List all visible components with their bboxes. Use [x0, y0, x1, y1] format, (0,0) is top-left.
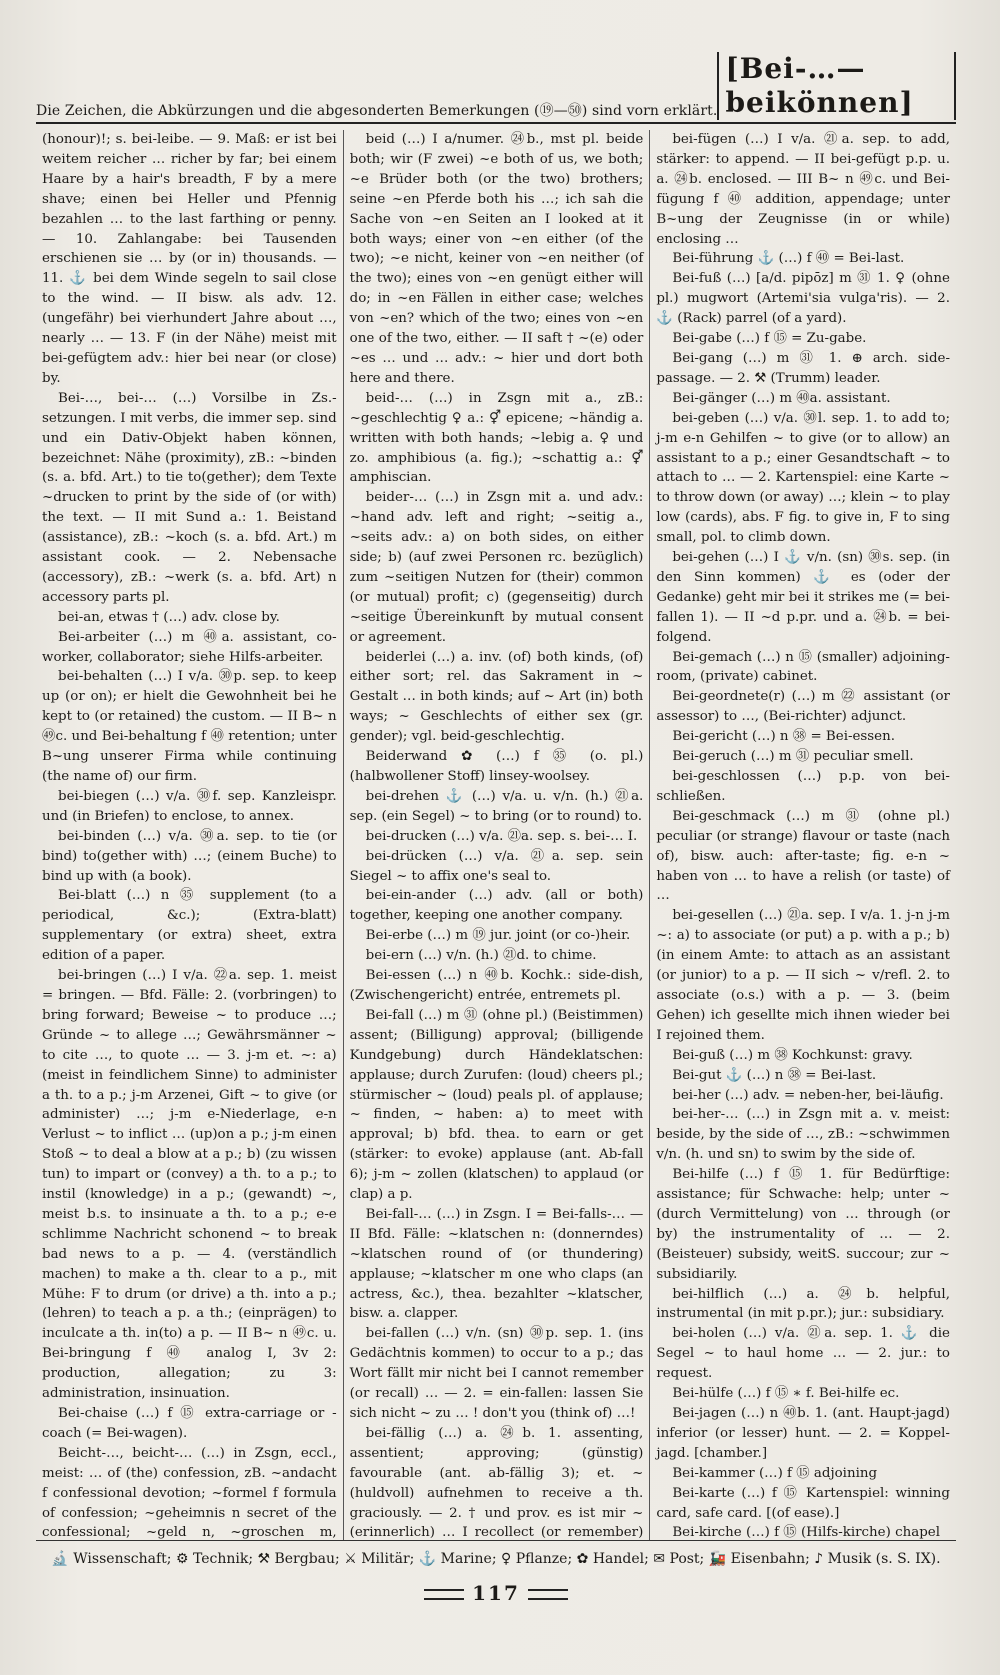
- dictionary-entry: beider-… (…) in Zsgn mit a. und adv.: ~hand adv. left and right; ~seitig a., ~seits adv.: a) on both sides, on either side; b) (auf zwei Personen rc. bezüglich) zum ~seitigen Nutzen for (their) common (or mutual) profit; c) (gegenseitig) durch ~seitige Übereinkunft by mutual consent or agreement.: [349, 490, 644, 645]
- page-header: [36, 52, 956, 124]
- dictionary-entry: Bei-fuß (…) [a/d. pipōz] m ㉛ 1. ♀ (ohne pl.) mugwort (Artemi'sia vulga'ris). — 2. ⚓ (Rack) parrel (of a yard).: [656, 271, 950, 327]
- dictionary-entry: bei-drücken (…) v/a. ㉑a. sep. sein Siegel ~ to affix one's seal to.: [349, 848, 644, 884]
- dictionary-entry: Beicht-…, beicht-… (…) in Zsgn, eccl., meist: … of (the) confession, zB. ~andacht f confessional devotion; ~formel f formula of confession; ~geheimnis n secret of the confessional; ~geld n, ~groschen m,: [42, 1445, 337, 1540]
- dictionary-entry: bei-fällig (…) a. ㉔b. 1. assenting, assentient; approving; (günstig) favourable (ant. ab-fällig 3); et. ~ (huldvoll) aufnehmen to receive a th. graciously. — 2. † und prov. es ist mir ~ (erinnerlich) … I recollect (or remember): [349, 1425, 644, 1540]
- dictionary-entry: Bei-führung ⚓ (…) f ㊵ = Bei-last.: [672, 251, 905, 267]
- dictionary-entry: bei-biegen (…) v/a. ㉚f. sep. Kanzleispr. und (in Briefen) to enclose, to annex.: [42, 788, 337, 824]
- dictionary-entry: beiderlei (…) a. inv. (of) both kinds, (of) either sort; rel. das Sakrament in ~ Gestalt … in both kinds; auf ~ Art (in) both ways; ~ Geschlechts of either sex (gr. gender); vgl. beid-geschlechtig.: [349, 649, 644, 745]
- dictionary-entry: Bei-arbeiter (…) m ㊵a. assistant, co-worker, collaborator; siehe Hilfs-arbeiter.: [42, 629, 337, 665]
- dictionary-entry: bei-drehen ⚓ (…) v/a. u. v/n. (h.) ㉑a. sep. (ein Segel) ~ to bring (or to round) to.: [349, 788, 644, 824]
- dictionary-entry: beid-… (…) in Zsgn mit a., zB.: ~geschlechtig ♀ a.: ⚥ epicene; ~händig a. written with both hands; ~lebig a. ♀ und zo. amphibious (a. fig.); ~schattig a.: ⚥ amphiscian.: [349, 390, 644, 486]
- symbol-legend: 🔬 Wissenschaft; ⚙ Technik; ⚒ Bergbau; ⚔ Militär; ⚓ Marine; ♀ Pflanze; ✿ Handel; ✉ Post; 🚂 Eisenbahn; ♪ Musik (s. S. IX).: [51, 1551, 941, 1567]
- dictionary-entry: Bei-gänger (…) m ㊵a. assistant.: [672, 390, 891, 406]
- dictionary-entry: Bei-geschmack (…) m ㉛ (ohne pl.) peculiar (or strange) flavour or taste (nach of), bisw. auch: after-taste; fig. e-n ~ haben von … to have a relish (or taste) of …: [656, 808, 950, 904]
- dictionary-entry: bei-geben (…) v/a. ㉚l. sep. 1. to add to; j-m e-n Gehilfen ~ to give (or to allow) an assistant to a p.; einer Gesandtschaft ~ to attach to … — 2. Kartenspiel: eine Karte ~ to throw down (or away) …; klein ~ to play low (cards), abs. F fig. to give in, F to sing small, pol. to climb down.: [656, 410, 950, 546]
- dictionary-entry: (honour)!; s. bei-leibe. — 9. Maß: er ist bei weitem reicher … richer by far; bei einem Haare by a hair's breadth, F by a mere shave; einen bei Heller und Pfennig bezahlen … to the last farthing or penny. — 10. Zahlangabe: bei Tausenden erschienen sie … by (or in) thousands. — 11. ⚓ bei dem Winde segeln to sail close to the wind. — II bisw. als adv. 12. (ungefähr) bei vierhundert Jahre about …, nearly … — 13. F (in der Nähe) meist mit bei-gefügtem adv.: hier bei near (or close) by.: [42, 132, 337, 386]
- dictionary-entry: Bei-gabe (…) f ⑮ = Zu-gabe.: [672, 331, 867, 347]
- column-2: [343, 130, 650, 1540]
- dictionary-entry: Bei-karte (…) f ⑮ Kartenspiel: winning card, safe card. [(of ease).]: [656, 1485, 950, 1521]
- dictionary-entry: Bei-erbe (…) m ⑲ jur. joint (or co-)heir.: [365, 928, 631, 944]
- columns-container: [36, 130, 956, 1541]
- header-note: Die Zeichen, die Abkürzungen und die abgesonderten Bemerkungen (⑲—㊿) sind vorn erklärt.: [36, 103, 718, 119]
- dictionary-entry: Bei-essen (…) n ㊵b. Kochk.: side-dish, (Zwischengericht) entrée, entremets pl.: [349, 968, 644, 1003]
- dictionary-entry: Bei-fall-… (…) in Zsgn. I = Bei-falls-… — II Bfd. Fälle: ~klatschen n: (donnerndes) ~klatschen round of (or thundering) applause; ~klatscher m one who claps (an actress, &c.), thea. bezahlter ~klatscher, bisw. a. clapper.: [349, 1206, 644, 1322]
- dictionary-entry: Bei-guß (…) m ㊳ Kochkunst: gravy.: [672, 1047, 913, 1063]
- dictionary-entry: Bei-gemach (…) n ⑮ (smaller) adjoining-room, (private) cabinet.: [656, 649, 950, 685]
- dictionary-entry: Beiderwand ✿ (…) f ㉟ (o. pl.) (halbwollener Stoff) linsey-woolsey.: [349, 749, 644, 784]
- dictionary-entry: Bei-geordnete(r) (…) m ㉒ assistant (or assessor) to …, (Bei-richter) adjunct.: [656, 689, 950, 725]
- dictionary-entry: bei-geschlossen (…) p.p. von bei-schließen.: [656, 769, 950, 804]
- dictionary-entry: Bei-chaise (…) f ⑮ extra-carriage or -coach (= Bei-wagen).: [42, 1406, 337, 1441]
- dictionary-entry: bei-ern (…) v/n. (h.) ㉑d. to chime.: [365, 948, 597, 964]
- page-number-row: [36, 1581, 956, 1605]
- dictionary-entry: Bei-gang (…) m ㉛ 1. ⊕ arch. side-passage. — 2. ⚒ (Trumm) leader.: [656, 350, 950, 386]
- column-1: [36, 130, 343, 1540]
- dictionary-entry: bei-her (…) adv. = neben-her, bei-läufig.: [672, 1087, 944, 1103]
- dictionary-entry: bei-drucken (…) v/a. ㉑a. sep. s. bei-… I.: [365, 828, 638, 844]
- dictionary-entry: bei-bringen (…) I v/a. ㉒a. sep. 1. meist = bringen. — Bfd. Fälle: 2. (vorbringen) to bring forward; Beweise ~ to produce …; Gründe ~ to allege …; Gewährsmänner ~ to cite …, to quote … — 3. j-m et. ~: a) (meist in feindlichem Sinne) to administer a th. to a p.; j-m Arzenei, Gift ~ to give (or administer) …; j-m e-Niederlage, e-n Verlust ~ to inflict … (up)on a p.; j-m einen Stoß ~ to deal a blow at a p.; b) (zu wissen tun) to impart or (convey) a th. to a p.; to instil (knowledge) in a p.; (gewandt) ~, meist b.s. to insinuate a th. to a p.; e-e schlimme Nachricht schonend ~ to break bad news to a p. — 4. (verständlich machen) to make a th. clear to a p., mit Mühe: F to drum (or drive) a th. into a p.; (lehren) to teach a p. a th.; (einprägen) to inculcate a th. in(to) a p. — II B~ n ㊾c. u. Bei-bringung f ㊵ analog I, 3v 2: production, allegation; zu 3: administration, insinuation.: [42, 968, 337, 1402]
- column-3: [649, 130, 956, 1540]
- dictionary-entry: bei-gehen (…) I ⚓ v/n. (sn) ㉚s. sep. (in den Sinn kommen) ⚓ es (oder der Gedanke) geht mir bei it strikes me (= bei-fallen 1). — II ~d p.pr. und a. ㉔b. = bei-folgend.: [656, 550, 950, 645]
- dictionary-entry: bei-fügen (…) I v/a. ㉑a. sep. to add, stärker: to append. — II bei-gefügt p.p. u. a. ㉔b. enclosed. — III B~ n ㊾c. und Bei-fügung f ㊵ addition, appendage; unter B~ung der Zeugnisse (in or while) enclosing …: [656, 132, 950, 247]
- dictionary-entry: Bei-hülfe (…) f ⑮ ∗ f. Bei-hilfe ec.: [672, 1386, 900, 1402]
- dictionary-entry: Bei-geruch (…) m ㉛ peculiar smell.: [672, 749, 914, 765]
- dictionary-entry: Bei-blatt (…) n ㉟ supplement (to a periodical, &c.); (Extra-blatt) supplementary (or extra) sheet, extra edition of a paper.: [42, 888, 337, 964]
- dictionary-entry: Bei-gericht (…) n ㊳ = Bei-essen.: [672, 729, 895, 745]
- dictionary-entry: bei-ein-ander (…) adv. (all or both) together, keeping one another company.: [349, 888, 644, 924]
- dictionary-entry: Bei-…, bei-… (…) Vorsilbe in Zs.-setzungen. I mit verbs, die immer sep. sind und ein Dativ-Objekt haben können, bezeichnet: Nähe (proximity), zB.: ~binden (s. a. bfd. Art.) to tie to(gether); dem Texte ~drucken to print by the side of (or with) the text. — II mit Sund a.: 1. Beistand (assistance), zB.: ~koch (s. a. bfd. Art.) m assistant cook. — 2. Nebensache (accessory), zB.: ~werk (s. a. bfd. Art) n accessory parts pl.: [42, 390, 337, 605]
- dictionary-entry: bei-fallen (…) v/n. (sn) ㉚p. sep. 1. (ins Gedächtnis kommen) to occur to a p.; das Wort fällt mir nicht bei I cannot remember (or recall) … — 2. = ein-fallen: lassen Sie sich nicht ~ zu … ! don't you (think of) …!: [349, 1326, 644, 1421]
- dictionary-entry: Bei-jagen (…) n ㊵b. 1. (ant. Haupt-jagd) inferior (or lesser) hunt. — 2. = Koppel-jagd. [chamber.]: [656, 1406, 950, 1461]
- dictionary-entry: Bei-fall (…) m ㉛ (ohne pl.) (Beistimmen) assent; (Billigung) approval; (billigende Kundgebung) durch Händeklatschen: applause; durch Zurufen: (loud) cheers pl.; stürmischer ~ (loud) peals pl. of applause; ~ finden, ~ haben: a) to meet with approval; b) bfd. thea. to earn or get (stärker: to evoke) applause (ant. Ab-fall 6); j-m ~ zollen (klatschen) to applaud (or clap) a p.: [349, 1007, 644, 1203]
- page-number: 117: [472, 1581, 520, 1605]
- dictionary-entry: bei-hilflich (…) a. ㉔b. helpful, instrumental (in mit p.pr.); jur.: subsidiary.: [656, 1286, 950, 1322]
- dictionary-entry: Bei-hilfe (…) f ⑮ 1. für Bedürftige: assistance; für Schwache: help; unter ~ (durch Vermittelung) von … through (or by) the instrumentality of … — 2. (Beisteuer) subsidy, weitS. succour; zur ~ subsidiarily.: [656, 1167, 950, 1282]
- dictionary-entry: beid (…) I a/numer. ㉔b., mst pl. beide both; wir (F zwei) ~e both of us, we both; ~e Brüder both (or the two) brothers; seine ~en Pferde both his …; ich sah die Sache von ~en Seiten an I looked at it both ways; einer von ~en either (of the two); ~e nicht, keiner von ~en neither (of the two); eines von ~en genügt either will do; in ~en Fällen in either case; welches von ~en? which of the two; eines von ~en one of the two, either. — II saft † ~(e) oder ~es … und … adv.: ~ hier und dort both here and there.: [349, 132, 644, 386]
- dictionary-entry: bei-her-… (…) in Zsgn mit a. v. meist: beside, by the side of …, zB.: ~schwimmen v/n. (h. und sn) to swim by the side of.: [656, 1107, 950, 1163]
- dictionary-entry: bei-binden (…) v/a. ㉚a. sep. to tie (or bind) to(gether with) …; (einem Buche) to bind up with (a book).: [42, 828, 337, 884]
- dictionary-entry: bei-an, etwas † (…) adv. close by.: [58, 609, 280, 625]
- dictionary-entry: Bei-gut ⚓ (…) n ㊳ = Bei-last.: [672, 1067, 877, 1083]
- dictionary-entry: Bei-kirche (…) f ⑮ (Hilfs-kirche) chapel: [672, 1525, 940, 1540]
- dictionary-entry: Bei-kammer (…) f ⑮ adjoining: [672, 1465, 878, 1481]
- guide-words: [Bei-…—beikönnen]: [717, 52, 956, 120]
- dictionary-entry: bei-holen (…) v/a. ㉑a. sep. 1. ⚓ die Segel ~ to haul home … — 2. jur.: to request.: [656, 1326, 950, 1382]
- dictionary-entry: bei-behalten (…) I v/a. ㉚p. sep. to keep up (or on); er hielt die Gewohnheit bei he kept to (or retained) the custom. — II B~ n ㊾c. und Bei-behaltung f ㊵ retention; unter B~ung unserer Firma while continuing (the name of) our firm.: [42, 669, 337, 784]
- page-number-bar-right: [528, 1589, 568, 1600]
- dictionary-entry: bei-gesellen (…) ㉑a. sep. I v/a. 1. j-n j-m ~: a) to associate (or put) a p. with a p.; b) (in einem Amte: to attach as an assistant (or junior) to a p. — II sich ~ v/refl. 2. to associate (o.s.) with a p. — 3. (beim Gehen) ich gesellte mich ihnen wieder bei I rejoined them.: [656, 908, 950, 1043]
- page-number-bar-left: [424, 1589, 464, 1600]
